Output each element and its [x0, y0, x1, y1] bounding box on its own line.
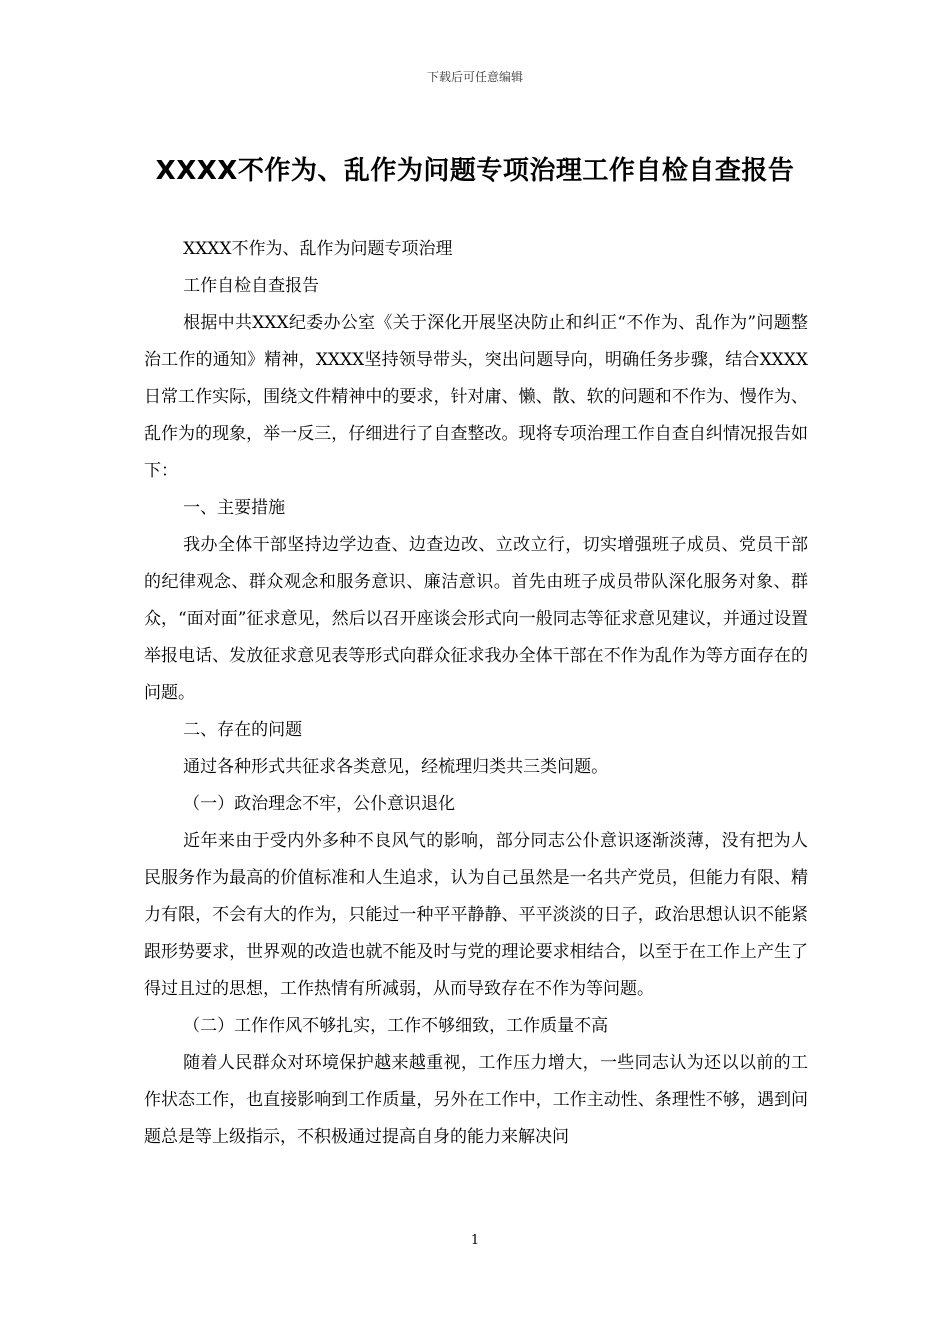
document-body	[144, 231, 808, 1156]
paragraph-main-measures: 我办全体干部坚持边学边查、边查边改、立改立行，切实增强班子成员、党员干部的纪律观念、群众观念和服务意识、廉洁意识。首先由班子成员带队深化服务对象、群众，“面对面”征求意见，然后以召开座谈会形式向一般同志等征求意见建议，并通过设置举报电话、发放征求意见表等形式向群众征求我办全体干部在不作为乱作为等方面存在的问题。	[144, 535, 808, 703]
header-note: 下载后可任意编辑	[426, 70, 523, 84]
subheading-problem-2: （二）工作作风不够扎实，工作不够细致，工作质量不高	[183, 1016, 609, 1036]
subheading-problem-1: （一）政治理念不牢，公仆意识退化	[183, 794, 456, 814]
paragraph-intro: 根据中共XXX纪委办公室《关于深化开展坚决防止和纠正“不作为、乱作为”问题整治工作的通知》精神，XXXX坚持领导带头，突出问题导向，明确任务步骤，结合XXXX日常工作实际，围绕文件精神中的要求，针对庸、懒、散、软的问题和不作为、慢作为、乱作为的现象，举一反三，仔细进行了自查整改。现将专项治理工作自查自纠情况报告如下：	[144, 313, 808, 481]
paragraph-problems-summary: 通过各种形式共征求各类意见，经梳理归类共三类问题。	[183, 757, 609, 777]
paragraph-problem-1: 近年来由于受内外多种不良风气的影响，部分同志公仆意识逐渐淡薄，没有把为人民服务作为最高的价值标准和人生追求，认为自己虽然是一名共产党员，但能力有限、精力有限，不会有大的作为，只能过一种平平静静、平平淡淡的日子，政治思想认识不能紧跟形势要求，世界观的改造也就不能及时与党的理论要求相结合，以至于在工作上产生了得过且过的思想，工作热情有所减弱，从而导致存在不作为等问题。	[144, 831, 808, 999]
paragraph-problem-2: 随着人民群众对环境保护越来越重视，工作压力增大，一些同志认为还以以前的工作状态工作，也直接影响到工作质量，另外在工作中，工作主动性、条理性不够，遇到问题总是等上级指示，不积极通过提高自身的能力来解决问	[144, 1053, 808, 1147]
heading-existing-problems: 二、存在的问题	[183, 720, 303, 740]
document-title: XXXX不作为、乱作为问题专项治理工作自检自查报告	[155, 156, 795, 186]
paragraph-subtitle-line-1: XXXX不作为、乱作为问题专项治理	[183, 239, 453, 259]
paragraph-subtitle-line-2: 工作自检自查报告	[183, 276, 320, 296]
heading-main-measures: 一、主要措施	[183, 498, 286, 518]
page-number: 1	[470, 1233, 480, 1248]
